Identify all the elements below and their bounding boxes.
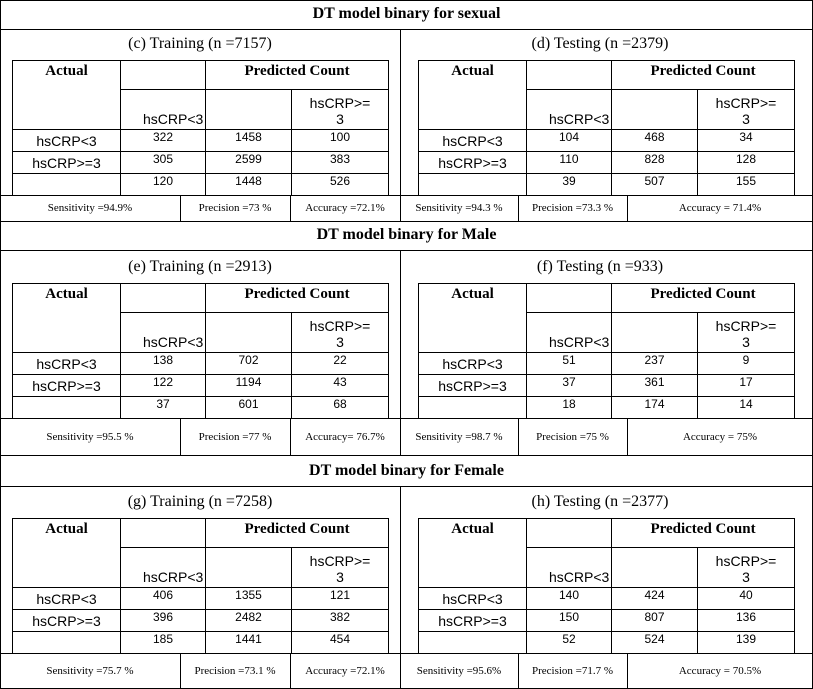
metric-value: Sensitivity =95.5 % [46,430,134,443]
cell-value: 138 [121,353,206,375]
cell-value: 305 [121,152,206,174]
metric-value: Precision =77 % [198,430,272,443]
cell-value: 1194 [206,375,292,397]
cell-value: 702 [206,353,292,375]
predicted-count-header: Predicted Count [612,61,795,90]
row-label: hsCRP>=3 [13,610,121,632]
cell-value: 1458 [206,130,292,152]
section-divider [0,221,813,222]
metric-value: Precision =73.3 % [531,202,614,214]
metric-value: Sensitivity =75.7 % [46,664,134,677]
cell-value: 34 [698,130,795,152]
metric-value: Accuracy =72.1% [305,664,385,677]
class-label: hsCRP>= 3 [698,90,795,130]
row-label: hsCRP<3 [13,588,121,610]
matrix-row [13,174,389,196]
cell-value: 22 [292,353,389,375]
empty-header-cell [527,284,612,313]
matrix-row [13,375,389,397]
title-underline [0,29,813,30]
cell-value: 454 [292,632,389,654]
matrix-row [13,130,389,152]
row-label: hsCRP<3 [13,130,121,152]
matrix-row [419,588,795,610]
cell-value: 406 [121,588,206,610]
empty-header-cell [527,519,612,548]
empty-header-cell [121,61,206,90]
class-label [206,90,292,130]
cell-value: 526 [292,174,389,196]
cell-value: 507 [612,174,698,196]
metric-value: Precision =73.1 % [194,664,276,677]
row-label: hsCRP>=3 [13,152,121,174]
cell-value: 524 [612,632,698,654]
matrix-row [13,397,389,419]
metric-value: Sensitivity =98.7 % [415,430,503,443]
metric-value: Precision =75 % [536,430,609,443]
cell-value: 43 [292,375,389,397]
class-label [612,90,698,130]
cell-value: 18 [527,397,612,419]
actual-header: Actual [419,519,527,588]
row-label: hsCRP>=3 [419,375,527,397]
metric-value: Precision =71.7 % [531,664,614,677]
row-label: hsCRP<3 [13,353,121,375]
metric-value: Accuracy = 70.5% [678,664,762,677]
cell-value: 322 [121,130,206,152]
matrix-row [13,152,389,174]
header-row [13,61,389,90]
empty-header-cell [121,519,206,548]
title-underline [0,250,813,251]
row-label [419,397,527,419]
metric-value: Sensitivity =95.6% [416,664,502,677]
matrix-row [419,152,795,174]
actual-header: Actual [13,284,121,353]
cell-value: 382 [292,610,389,632]
cell-value: 601 [206,397,292,419]
class-label: hsCRP<3 [121,548,206,588]
empty-header-cell [527,61,612,90]
row-label: hsCRP<3 [419,588,527,610]
cell-value: 396 [121,610,206,632]
empty-header-cell [121,284,206,313]
cell-value: 128 [698,152,795,174]
actual-header: Actual [13,61,121,130]
section-title: DT model binary for Male [316,226,497,243]
cell-value: 2599 [206,152,292,174]
cell-value: 807 [612,610,698,632]
class-label: hsCRP>= 3 [698,548,795,588]
row-label: hsCRP>=3 [419,610,527,632]
cell-value: 136 [698,610,795,632]
metric-value: Accuracy= 76.7% [305,430,385,443]
row-label [13,174,121,196]
section-title: DT model binary for sexual [312,5,501,22]
cell-value: 1448 [206,174,292,196]
header-row [419,61,795,90]
row-label: hsCRP<3 [419,130,527,152]
matrix-row [13,588,389,610]
row-label: hsCRP>=3 [13,375,121,397]
cell-value: 185 [121,632,206,654]
row-label [419,174,527,196]
class-label: hsCRP<3 [121,90,206,130]
actual-header: Actual [13,519,121,588]
predicted-count-header: Predicted Count [612,519,795,548]
cell-value: 68 [292,397,389,419]
cell-value: 468 [612,130,698,152]
confusion-matrix [12,60,389,196]
cell-value: 828 [612,152,698,174]
cell-value: 100 [292,130,389,152]
row-label: hsCRP>=3 [419,152,527,174]
cell-value: 150 [527,610,612,632]
panel-divider [400,486,401,653]
header-row [419,519,795,548]
actual-header: Actual [419,61,527,130]
class-label [612,548,698,588]
matrix-row [419,610,795,632]
class-label: hsCRP>= 3 [698,313,795,353]
class-label [206,548,292,588]
predicted-count-header: Predicted Count [206,284,389,313]
panel-caption: (e) Training (n =2913) [128,258,272,275]
cell-value: 37 [527,375,612,397]
class-label: hsCRP>= 3 [292,90,389,130]
cell-value: 51 [527,353,612,375]
header-row [13,284,389,313]
cell-value: 122 [121,375,206,397]
class-label: hsCRP<3 [527,90,612,130]
panel-caption: (g) Training (n =7258) [127,493,273,510]
confusion-matrix [418,60,795,196]
metric-value: Sensitivity =94.3 % [415,202,503,214]
section-title: DT model binary for Female [309,462,504,479]
class-label: hsCRP<3 [121,313,206,353]
predicted-count-header: Predicted Count [206,61,389,90]
class-label [612,313,698,353]
section-divider [0,455,813,456]
title-underline [0,486,813,487]
confusion-matrix [12,518,389,654]
class-label: hsCRP<3 [527,548,612,588]
class-label [206,313,292,353]
confusion-matrix [418,283,795,419]
cell-value: 140 [527,588,612,610]
cell-value: 237 [612,353,698,375]
row-label [419,632,527,654]
panel-caption: (d) Testing (n =2379) [531,35,669,52]
panel-caption: (f) Testing (n =933) [536,258,664,275]
cell-value: 2482 [206,610,292,632]
cell-value: 121 [292,588,389,610]
cell-value: 39 [527,174,612,196]
confusion-matrix [12,283,389,419]
matrix-row [13,610,389,632]
row-label: hsCRP<3 [419,353,527,375]
cell-value: 1441 [206,632,292,654]
cell-value: 139 [698,632,795,654]
cell-value: 155 [698,174,795,196]
panel-caption: (c) Training (n =7157) [128,35,272,52]
cell-value: 104 [527,130,612,152]
cell-value: 383 [292,152,389,174]
cell-value: 37 [121,397,206,419]
matrix-row [13,353,389,375]
row-label [13,632,121,654]
row-label [13,397,121,419]
matrix-row [419,397,795,419]
cell-value: 361 [612,375,698,397]
matrix-row [419,174,795,196]
cell-value: 110 [527,152,612,174]
matrix-row [419,130,795,152]
matrix-row [419,375,795,397]
predicted-count-header: Predicted Count [206,519,389,548]
cell-value: 174 [612,397,698,419]
cell-value: 120 [121,174,206,196]
cell-value: 9 [698,353,795,375]
matrix-row [419,353,795,375]
metric-value: Precision =73 % [198,202,272,214]
cell-value: 1355 [206,588,292,610]
class-label: hsCRP>= 3 [292,313,389,353]
metric-value: Accuracy = 75% [682,430,757,443]
panel-divider [400,29,401,195]
metric-value: Sensitivity =94.9% [47,202,133,214]
confusion-matrix [418,518,795,654]
header-row [13,519,389,548]
cell-value: 14 [698,397,795,419]
header-row [419,284,795,313]
cell-value: 424 [612,588,698,610]
panel-caption: (h) Testing (n =2377) [531,493,669,510]
cell-value: 17 [698,375,795,397]
matrix-row [419,632,795,654]
actual-header: Actual [419,284,527,353]
cell-value: 52 [527,632,612,654]
class-label: hsCRP>= 3 [292,548,389,588]
matrix-row [13,632,389,654]
metric-value: Accuracy =72.1% [305,202,385,214]
metric-value: Accuracy = 71.4% [678,202,762,214]
cell-value: 40 [698,588,795,610]
predicted-count-header: Predicted Count [612,284,795,313]
class-label: hsCRP<3 [527,313,612,353]
